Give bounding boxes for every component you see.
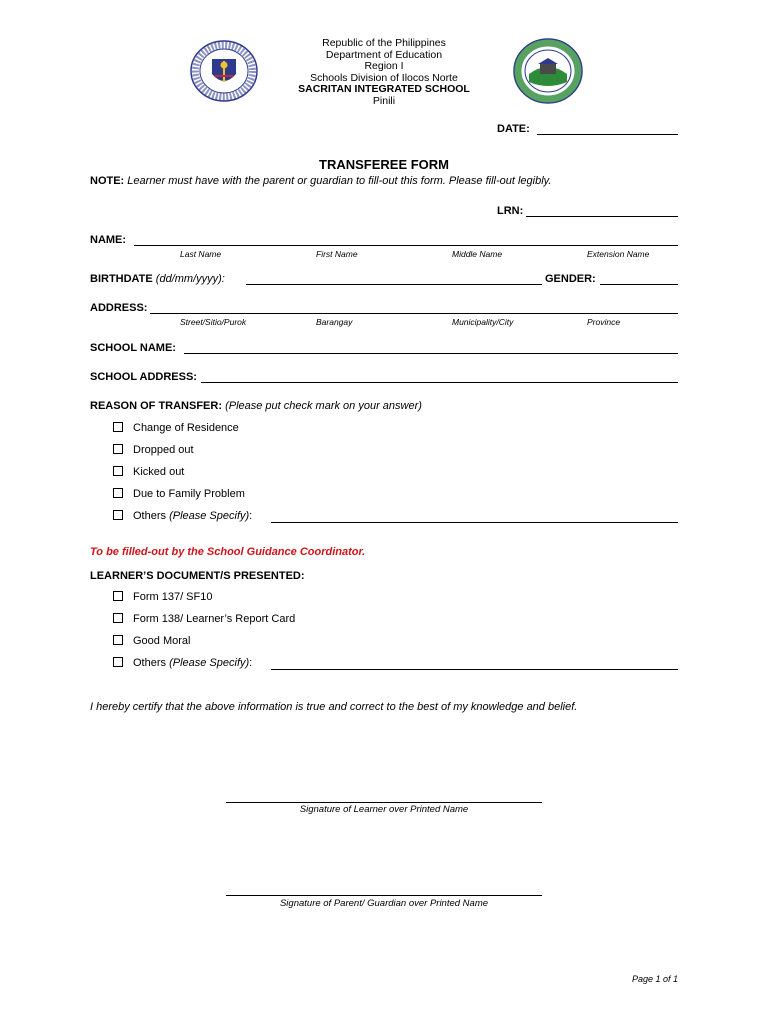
document-specify-colon: : [249,657,253,669]
page-number: Page 1 of 1 [631,974,678,984]
learner-signature-caption: Signature of Learner over Printed Name [299,804,469,815]
birthdate-field[interactable] [246,284,542,285]
document-option-others[interactable] [113,657,252,669]
gender-field[interactable] [600,284,678,285]
gender-label: GENDER: [545,273,596,285]
reason-label: REASON OF TRANSFER: [90,400,222,412]
reason-option-label: Kicked out [133,466,185,478]
name-field[interactable] [134,245,678,246]
reason-others-label: Others [133,510,167,522]
document-others-field[interactable] [271,669,678,670]
reason-hint: (Please put check mark on your answer) [225,400,422,412]
school-name-field[interactable] [184,353,678,354]
certification-statement: I hereby certify that the above information is true and correct to the best of my knowledge and belief. [90,701,578,713]
header-school-name: SACRITAN INTEGRATED SCHOOL [298,83,470,95]
note-line [90,175,551,187]
header-line-republic: Republic of the Philippines [322,37,446,49]
document-option-label: Good Moral [133,635,191,647]
note-text: Learner must have with the parent or guardian to fill-out this form. Please fill-out legibly. [127,175,552,187]
document-others-label: Others [133,657,167,669]
birthdate-format: (dd/mm/yyyy): [155,273,225,285]
reason-heading [90,400,422,412]
reason-option-others[interactable] [113,510,252,522]
header-town: Pinili [372,94,396,107]
document-option-label: Form 137/ SF10 [133,591,213,603]
school-seal-logo [513,38,583,104]
document-specify-hint: (Please Specify) [169,657,250,669]
birthdate-label-group [90,273,225,285]
date-label: DATE: [497,123,530,135]
reason-option-label: Due to Family Problem [133,488,245,500]
school-address-field[interactable] [201,382,678,383]
address-field[interactable] [150,313,678,314]
checkbox-icon[interactable] [113,657,123,667]
parent-signature-line[interactable] [226,895,542,896]
header-line-division: Schools Division of Ilocos Norte [310,71,458,84]
lrn-label: LRN: [497,205,524,217]
parent-signature-caption: Signature of Parent/ Guardian over Printed Name [279,898,489,909]
reason-option-kicked[interactable] [113,466,184,478]
name-label: NAME: [90,234,127,246]
learner-signature-line[interactable] [226,802,542,803]
checkbox-icon[interactable] [113,510,123,520]
school-address-label: SCHOOL ADDRESS: [90,371,197,383]
form-title: TRANSFEREE FORM [319,157,449,172]
address-sublabel-street: Street/Sitio/Purok [180,317,247,327]
reason-option-label: Change of Residence [133,422,239,434]
header-line-deped: Department of Education [325,48,443,61]
reason-option-label: Dropped out [133,444,194,456]
checkbox-icon[interactable] [113,444,123,454]
checkbox-icon[interactable] [113,635,123,645]
reason-option-dropped[interactable] [113,444,194,456]
name-sublabel-first: First Name [316,249,358,259]
documents-label: LEARNER’S DOCUMENT/S PRESENTED: [90,570,305,582]
address-label: ADDRESS: [90,302,148,314]
document-option-form138[interactable] [113,613,295,625]
address-sublabel-municipality: Municipality/City [452,317,514,327]
checkbox-icon[interactable] [113,613,123,623]
checkbox-icon[interactable] [113,466,123,476]
document-option-good-moral[interactable] [113,635,190,647]
reason-specify-colon: : [249,510,253,522]
deped-seal-logo [190,40,258,102]
birthdate-label: BIRTHDATE [90,273,153,285]
checkbox-icon[interactable] [113,422,123,432]
note-label: NOTE: [90,175,125,187]
reason-specify-hint: (Please Specify) [169,510,250,522]
reason-option-residence[interactable] [113,422,239,434]
school-name-label: SCHOOL NAME: [90,342,176,354]
name-sublabel-last: Last Name [180,249,222,259]
header-line-region: Region I [364,60,404,72]
reason-option-family[interactable] [113,488,245,500]
guidance-note: To be filled-out by the School Guidance Coordinator. [90,546,366,558]
checkbox-icon[interactable] [113,488,123,498]
address-sublabel-province: Province [587,317,621,327]
address-sublabel-barangay: Barangay [316,317,353,327]
document-option-label: Form 138/ Learner’s Report Card [133,613,296,625]
date-field[interactable] [537,134,678,135]
lrn-field[interactable] [526,216,678,217]
name-sublabel-extension: Extension Name [587,249,650,259]
checkbox-icon[interactable] [113,591,123,601]
name-sublabel-middle: Middle Name [452,249,503,259]
reason-others-field[interactable] [271,522,678,523]
document-option-form137[interactable] [113,591,212,603]
header-text-block [250,38,518,107]
